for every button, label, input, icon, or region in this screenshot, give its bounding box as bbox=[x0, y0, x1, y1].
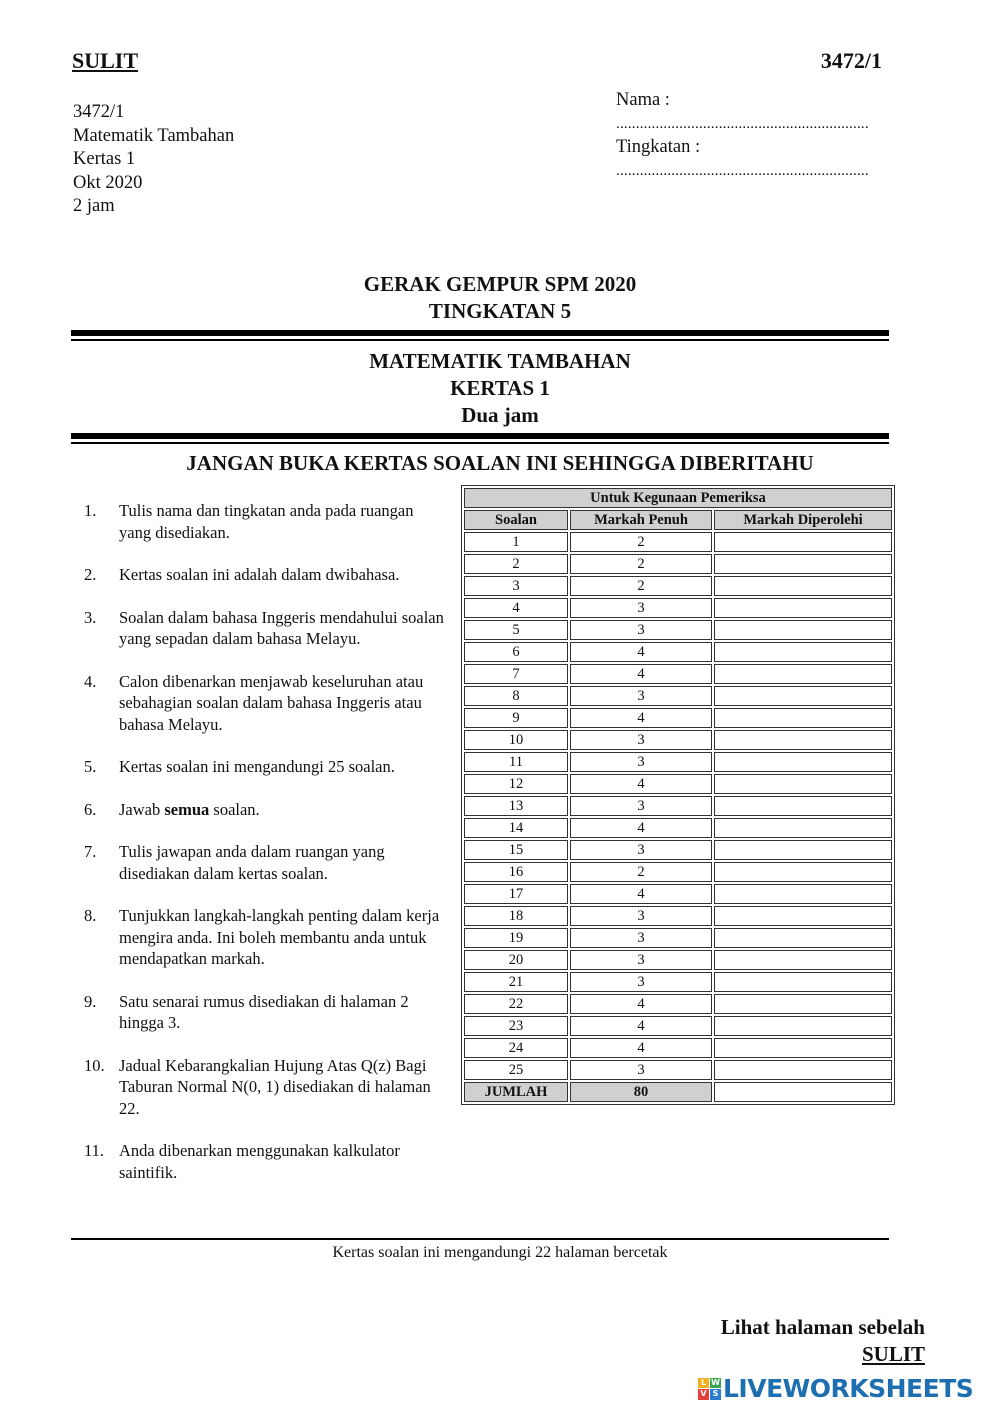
instruction-item bbox=[84, 671, 444, 736]
instruction-number: 8. bbox=[84, 906, 97, 925]
instruction-emphasis: semua bbox=[164, 799, 210, 819]
instruction-item bbox=[84, 1055, 444, 1120]
warning-heading: JANGAN BUKA KERTAS SOALAN INI SEHINGGA DIBERITAHU bbox=[186, 451, 814, 475]
instruction-text: Kertas soalan ini adalah dalam dwibahasa. bbox=[119, 565, 400, 584]
table-row bbox=[464, 1038, 892, 1058]
question-number-cell: 24 bbox=[464, 1038, 568, 1058]
candidate-details bbox=[616, 89, 936, 183]
table-row bbox=[464, 840, 892, 860]
table-row bbox=[464, 576, 892, 596]
marks-obtained-cell[interactable] bbox=[714, 752, 892, 772]
full-marks-cell: 4 bbox=[570, 774, 712, 794]
instruction-number: 5. bbox=[84, 757, 97, 776]
marks-obtained-cell[interactable] bbox=[714, 1016, 892, 1036]
table-row bbox=[464, 994, 892, 1014]
table-row bbox=[464, 686, 892, 706]
question-number-cell: 20 bbox=[464, 950, 568, 970]
marks-obtained-cell[interactable] bbox=[714, 554, 892, 574]
marks-obtained-cell[interactable] bbox=[714, 950, 892, 970]
paper-duration: Dua jam bbox=[461, 403, 539, 427]
instruction-text-part: Jawab bbox=[119, 799, 165, 819]
instruction-text: Tulis jawapan anda dalam ruangan yang disediakan dalam kertas soalan. bbox=[119, 842, 385, 883]
full-marks-cell: 3 bbox=[570, 972, 712, 992]
question-number-cell: 2 bbox=[464, 554, 568, 574]
question-number-cell: 5 bbox=[464, 620, 568, 640]
question-number-cell: 25 bbox=[464, 1060, 568, 1080]
table-row bbox=[464, 818, 892, 838]
divider-thin bbox=[71, 442, 889, 444]
table-row bbox=[464, 554, 892, 574]
full-marks-cell: 4 bbox=[570, 708, 712, 728]
logo-tile: S bbox=[710, 1389, 721, 1400]
full-marks-cell: 2 bbox=[570, 576, 712, 596]
instruction-text: Soalan dalam bahasa Inggeris mendahului soalan yang sepadan dalam bahasa Melayu. bbox=[119, 607, 444, 648]
instruction-item bbox=[84, 1140, 444, 1183]
marks-obtained-cell[interactable] bbox=[714, 576, 892, 596]
marks-obtained-cell[interactable] bbox=[714, 884, 892, 904]
instruction-number: 1. bbox=[84, 501, 97, 520]
question-number-cell: 12 bbox=[464, 774, 568, 794]
footer-divider bbox=[71, 1238, 889, 1240]
paper-info-line: Matematik Tambahan bbox=[73, 125, 235, 146]
instruction-number: 2. bbox=[84, 565, 97, 584]
liveworksheets-watermark bbox=[698, 1374, 973, 1403]
table-row bbox=[464, 1060, 892, 1080]
table-row bbox=[464, 950, 892, 970]
question-number-cell: 13 bbox=[464, 796, 568, 816]
instruction-number: 4. bbox=[84, 671, 97, 691]
marks-obtained-cell[interactable] bbox=[714, 1038, 892, 1058]
instruction-item bbox=[84, 756, 444, 778]
logo-tile: V bbox=[698, 1389, 709, 1400]
marks-obtained-cell[interactable] bbox=[714, 1060, 892, 1080]
exam-title bbox=[0, 271, 1000, 325]
table-row bbox=[464, 708, 892, 728]
full-marks-cell: 3 bbox=[570, 950, 712, 970]
column-header-markah-diperolehi: Markah Diperolehi bbox=[714, 510, 892, 530]
question-number-cell: 11 bbox=[464, 752, 568, 772]
full-marks-cell: 3 bbox=[570, 620, 712, 640]
marks-obtained-cell[interactable] bbox=[714, 532, 892, 552]
divider-thick bbox=[71, 433, 889, 439]
total-value: 80 bbox=[570, 1082, 712, 1102]
nama-label: Nama : bbox=[616, 90, 670, 110]
instruction-text-part: soalan. bbox=[209, 799, 260, 819]
instruction-number: 9. bbox=[84, 991, 97, 1011]
table-row bbox=[464, 774, 892, 794]
instruction-number: 11. bbox=[84, 1141, 105, 1160]
table-row bbox=[464, 928, 892, 948]
paper-info-line: 2 jam bbox=[73, 196, 115, 216]
question-number-cell: 16 bbox=[464, 862, 568, 882]
table-row bbox=[464, 906, 892, 926]
paper-info-line: Kertas 1 bbox=[73, 149, 136, 169]
paper-info-line: 3472/1 bbox=[73, 102, 125, 122]
column-header-markah-penuh: Markah Penuh bbox=[570, 510, 712, 530]
nama-field[interactable]: ................................................................ bbox=[616, 115, 869, 132]
marks-obtained-cell[interactable] bbox=[714, 598, 892, 618]
marks-obtained-cell[interactable] bbox=[714, 972, 892, 992]
table-row bbox=[464, 730, 892, 750]
exam-name: GERAK GEMPUR SPM 2020 bbox=[363, 272, 637, 296]
table-row bbox=[464, 752, 892, 772]
full-marks-cell: 4 bbox=[570, 642, 712, 662]
question-number-cell: 15 bbox=[464, 840, 568, 860]
marks-obtained-cell[interactable] bbox=[714, 664, 892, 684]
full-marks-cell: 4 bbox=[570, 884, 712, 904]
full-marks-cell: 3 bbox=[570, 796, 712, 816]
instruction-item bbox=[84, 564, 444, 586]
page-count-note: Kertas soalan ini mengandungi 22 halaman bercetak bbox=[332, 1244, 668, 1261]
table-row bbox=[464, 642, 892, 662]
instruction-text: Kertas soalan ini mengandungi 25 soalan. bbox=[119, 757, 395, 776]
total-label: JUMLAH bbox=[464, 1082, 568, 1102]
question-number-cell: 17 bbox=[464, 884, 568, 904]
tingkatan-label: Tingkatan : bbox=[616, 137, 701, 157]
paper-info-line: Okt 2020 bbox=[73, 172, 143, 193]
examiner-marks-table bbox=[461, 485, 895, 1105]
full-marks-cell: 3 bbox=[570, 1060, 712, 1080]
total-obtained-cell[interactable] bbox=[714, 1082, 892, 1102]
divider-thick bbox=[71, 330, 889, 336]
subject-name: MATEMATIK TAMBAHAN bbox=[369, 349, 631, 373]
marks-obtained-cell[interactable] bbox=[714, 730, 892, 750]
instruction-text: Tunjukkan langkah-langkah penting dalam kerja mengira anda. Ini boleh membantu anda untuk mendapatkan markah. bbox=[119, 906, 440, 968]
marks-obtained-cell[interactable] bbox=[714, 774, 892, 794]
full-marks-cell: 3 bbox=[570, 598, 712, 618]
exam-form: TINGKATAN 5 bbox=[428, 299, 572, 323]
question-number-cell: 10 bbox=[464, 730, 568, 750]
logo-tile: W bbox=[711, 1377, 720, 1387]
question-number-cell: 21 bbox=[464, 972, 568, 992]
paper-code-top: 3472/1 bbox=[820, 48, 882, 73]
marks-obtained-cell[interactable] bbox=[714, 928, 892, 948]
marks-obtained-cell[interactable] bbox=[714, 906, 892, 926]
table-row bbox=[464, 1016, 892, 1036]
question-number-cell: 9 bbox=[464, 708, 568, 728]
marks-obtained-cell[interactable] bbox=[714, 840, 892, 860]
table-row bbox=[464, 884, 892, 904]
instruction-text: Anda dibenarkan menggunakan kalkulator saintifik. bbox=[119, 1141, 400, 1182]
table-row bbox=[464, 664, 892, 684]
table-row bbox=[464, 598, 892, 618]
table-row bbox=[464, 972, 892, 992]
marks-obtained-cell[interactable] bbox=[714, 620, 892, 640]
table-row bbox=[464, 862, 892, 882]
instruction-item bbox=[84, 607, 444, 650]
marks-obtained-cell[interactable] bbox=[714, 686, 892, 706]
sulit-label-bottom: SULIT bbox=[861, 1342, 925, 1366]
instructions-list bbox=[84, 500, 444, 1204]
instruction-item bbox=[84, 799, 444, 821]
question-number-cell: 6 bbox=[464, 642, 568, 662]
full-marks-cell: 3 bbox=[570, 840, 712, 860]
question-number-cell: 19 bbox=[464, 928, 568, 948]
question-number-cell: 1 bbox=[464, 532, 568, 552]
divider-thin bbox=[71, 339, 889, 341]
full-marks-cell: 4 bbox=[570, 1016, 712, 1036]
instruction-item bbox=[84, 991, 444, 1034]
full-marks-cell: 3 bbox=[570, 928, 712, 948]
subject-title bbox=[0, 348, 1000, 429]
full-marks-cell: 3 bbox=[570, 730, 712, 750]
liveworksheets-logo-text: LIVEWORKSHEETS bbox=[723, 1374, 974, 1403]
full-marks-cell: 4 bbox=[570, 818, 712, 838]
instruction-number: 3. bbox=[84, 607, 97, 627]
question-number-cell: 23 bbox=[464, 1016, 568, 1036]
instruction-text: Jadual Kebarangkalian Hujung Atas Q(z) Bagi Taburan Normal N(0, 1) disediakan di halaman 22. bbox=[119, 1055, 431, 1118]
marks-obtained-cell[interactable] bbox=[714, 708, 892, 728]
marks-obtained-cell[interactable] bbox=[714, 862, 892, 882]
logo-tile: L bbox=[698, 1378, 709, 1389]
marks-obtained-cell[interactable] bbox=[714, 818, 892, 838]
full-marks-cell: 4 bbox=[570, 994, 712, 1014]
question-number-cell: 22 bbox=[464, 994, 568, 1014]
full-marks-cell: 2 bbox=[570, 862, 712, 882]
full-marks-cell: 4 bbox=[570, 1038, 712, 1058]
question-number-cell: 4 bbox=[464, 598, 568, 618]
table-row bbox=[464, 796, 892, 816]
marks-obtained-cell[interactable] bbox=[714, 796, 892, 816]
table-row bbox=[464, 532, 892, 552]
table-row bbox=[464, 620, 892, 640]
page-footer bbox=[721, 1314, 925, 1368]
full-marks-cell: 3 bbox=[570, 752, 712, 772]
question-number-cell: 18 bbox=[464, 906, 568, 926]
full-marks-cell: 3 bbox=[570, 686, 712, 706]
full-marks-cell: 4 bbox=[570, 664, 712, 684]
question-number-cell: 7 bbox=[464, 664, 568, 684]
instruction-number: 7. bbox=[84, 842, 97, 861]
marks-obtained-cell[interactable] bbox=[714, 994, 892, 1014]
question-number-cell: 8 bbox=[464, 686, 568, 706]
sulit-label-top: SULIT bbox=[72, 48, 139, 73]
full-marks-cell: 2 bbox=[570, 532, 712, 552]
liveworksheets-logo-icon bbox=[698, 1378, 720, 1400]
instruction-item bbox=[84, 905, 444, 970]
table-caption: Untuk Kegunaan Pemeriksa bbox=[464, 488, 892, 508]
question-number-cell: 3 bbox=[464, 576, 568, 596]
instruction-item bbox=[84, 841, 444, 884]
instruction-text: Calon dibenarkan menjawab keseluruhan atau sebahagian soalan dalam bahasa Inggeris atau bahasa Melayu. bbox=[119, 671, 424, 734]
instruction-number: 10. bbox=[84, 1055, 105, 1075]
instruction-text: Tulis nama dan tingkatan anda pada ruangan yang disediakan. bbox=[119, 501, 414, 542]
paper-number: KERTAS 1 bbox=[450, 376, 550, 400]
full-marks-cell: 2 bbox=[570, 554, 712, 574]
instruction-item bbox=[84, 500, 444, 543]
instruction-text: Satu senarai rumus disediakan di halaman 2 hingga 3. bbox=[119, 991, 409, 1032]
question-number-cell: 14 bbox=[464, 818, 568, 838]
instruction-number: 6. bbox=[84, 799, 97, 819]
next-page-note: Lihat halaman sebelah bbox=[720, 1315, 925, 1339]
column-header-soalan: Soalan bbox=[464, 510, 568, 530]
marks-obtained-cell[interactable] bbox=[714, 642, 892, 662]
paper-info bbox=[73, 101, 234, 219]
total-row bbox=[464, 1082, 892, 1102]
table-body bbox=[464, 532, 892, 1080]
instruction-text bbox=[119, 799, 444, 821]
full-marks-cell: 3 bbox=[570, 906, 712, 926]
tingkatan-field[interactable]: ................................................................ bbox=[616, 162, 869, 179]
